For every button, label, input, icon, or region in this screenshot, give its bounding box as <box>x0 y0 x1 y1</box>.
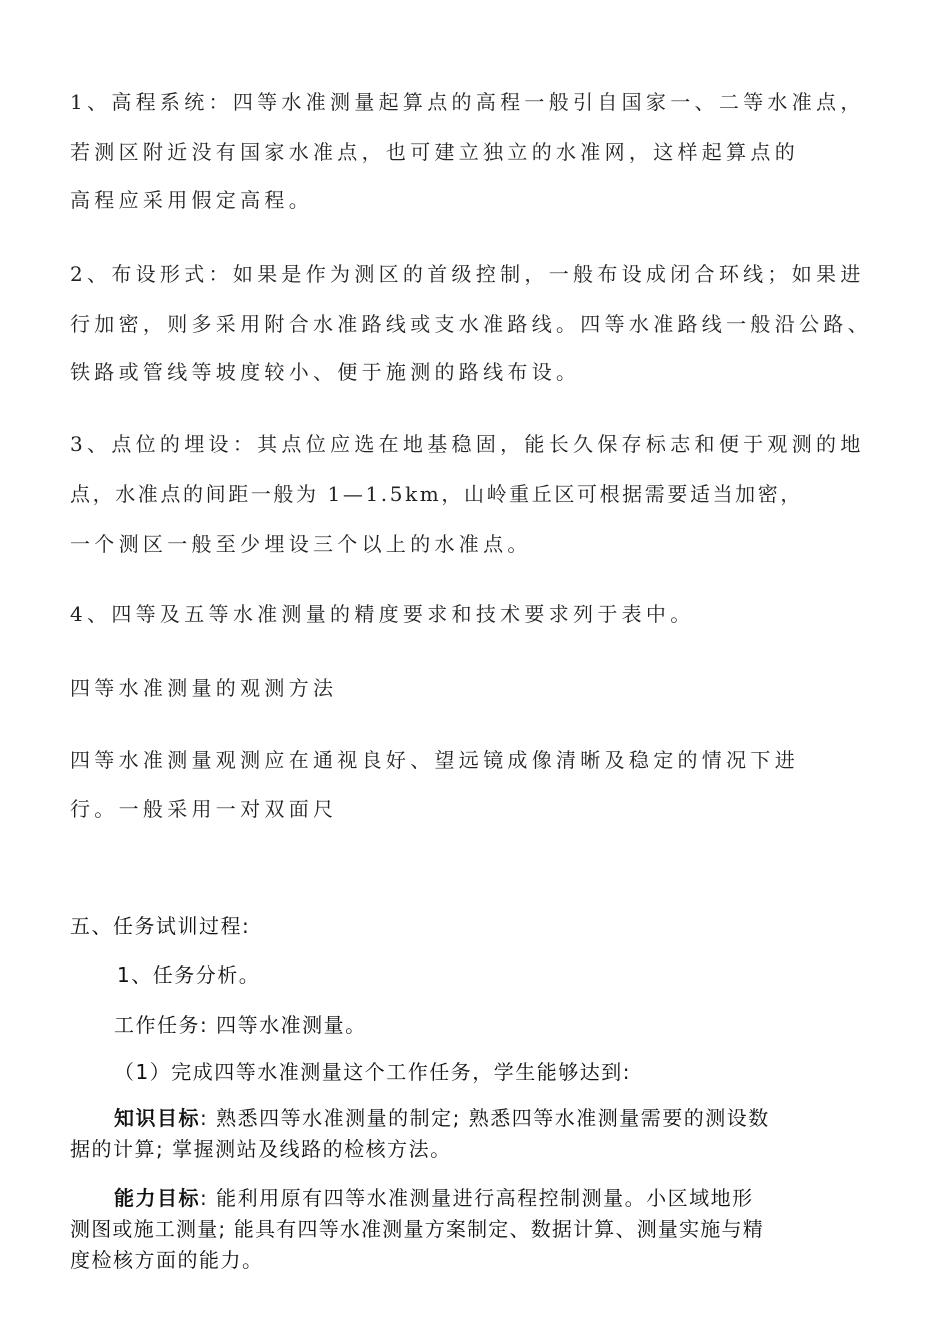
knowledge-goal-label: 知识目标 <box>114 1106 200 1130</box>
section-five-title: 五、任务试训过程: <box>70 914 251 938</box>
knowledge-goal-line-1 <box>114 1106 770 1130</box>
paragraph-observation-line-1: 四等水准测量观测应在通视良好、望远镜成像清晰及稳定的情况下进 <box>70 748 799 772</box>
paragraph-layout-form-line-3: 铁路或管线等坡度较小、便于施测的路线布设。 <box>70 360 581 384</box>
paragraph-point-burial-line-3: 一个测区一般至少埋设三个以上的水准点。 <box>70 532 532 556</box>
ability-goal-text: : 能利用原有四等水准测量进行高程控制测量。小区域地形 <box>200 1186 754 1210</box>
paragraph-elevation-system-line-3: 高程应采用假定高程。 <box>70 188 313 212</box>
ability-goal-label: 能力目标 <box>114 1186 200 1210</box>
paragraph-elevation-system-line-2: 若测区附近没有国家水准点，也可建立独立的水准网，这样起算点的 <box>70 140 799 164</box>
work-task-line: 工作任务: 四等水准测量。 <box>114 1013 367 1037</box>
paragraph-elevation-system-line-1: 1、高程系统：四等水准测量起算点的高程一般引自国家一、二等水准点， <box>70 90 865 114</box>
knowledge-goal-line-2: 据的计算; 掌握测站及线路的检核方法。 <box>70 1137 452 1161</box>
ability-goal-line-1 <box>114 1186 754 1210</box>
subsection-task-analysis: 1、任务分析。 <box>117 963 261 987</box>
paragraph-point-burial-line-2: 点，水准点的间距一般为 1—1.5km，山岭重丘区可根据需要适当加密， <box>70 482 803 506</box>
ability-goal-line-2: 测图或施工测量; 能具有四等水准测量方案制定、数据计算、测量实施与精 <box>70 1217 764 1241</box>
item-1-objectives: （1）完成四等水准测量这个工作任务，学生能够达到: <box>114 1060 631 1084</box>
ability-goal-line-3: 度检核方面的能力。 <box>70 1248 264 1272</box>
heading-observation-method: 四等水准测量的观测方法 <box>70 676 338 700</box>
paragraph-layout-form-line-2: 行加密，则多采用附合水准路线或支水准路线。四等水准路线一般沿公路、 <box>70 312 872 336</box>
paragraph-observation-line-2: 行。一般采用一对双面尺 <box>70 797 338 821</box>
knowledge-goal-text: : 熟悉四等水准测量的制定; 熟悉四等水准测量需要的测设数 <box>200 1106 770 1130</box>
paragraph-layout-form-line-1: 2、布设形式：如果是作为测区的首级控制，一般布设成闭合环线；如果进 <box>70 262 865 286</box>
paragraph-point-burial-line-1: 3、点位的埋设：其点位应选在地基稳固，能长久保存标志和便于观测的地 <box>70 432 865 456</box>
paragraph-accuracy-requirements: 4、四等及五等水准测量的精度要求和技术要求列于表中。 <box>70 602 695 626</box>
